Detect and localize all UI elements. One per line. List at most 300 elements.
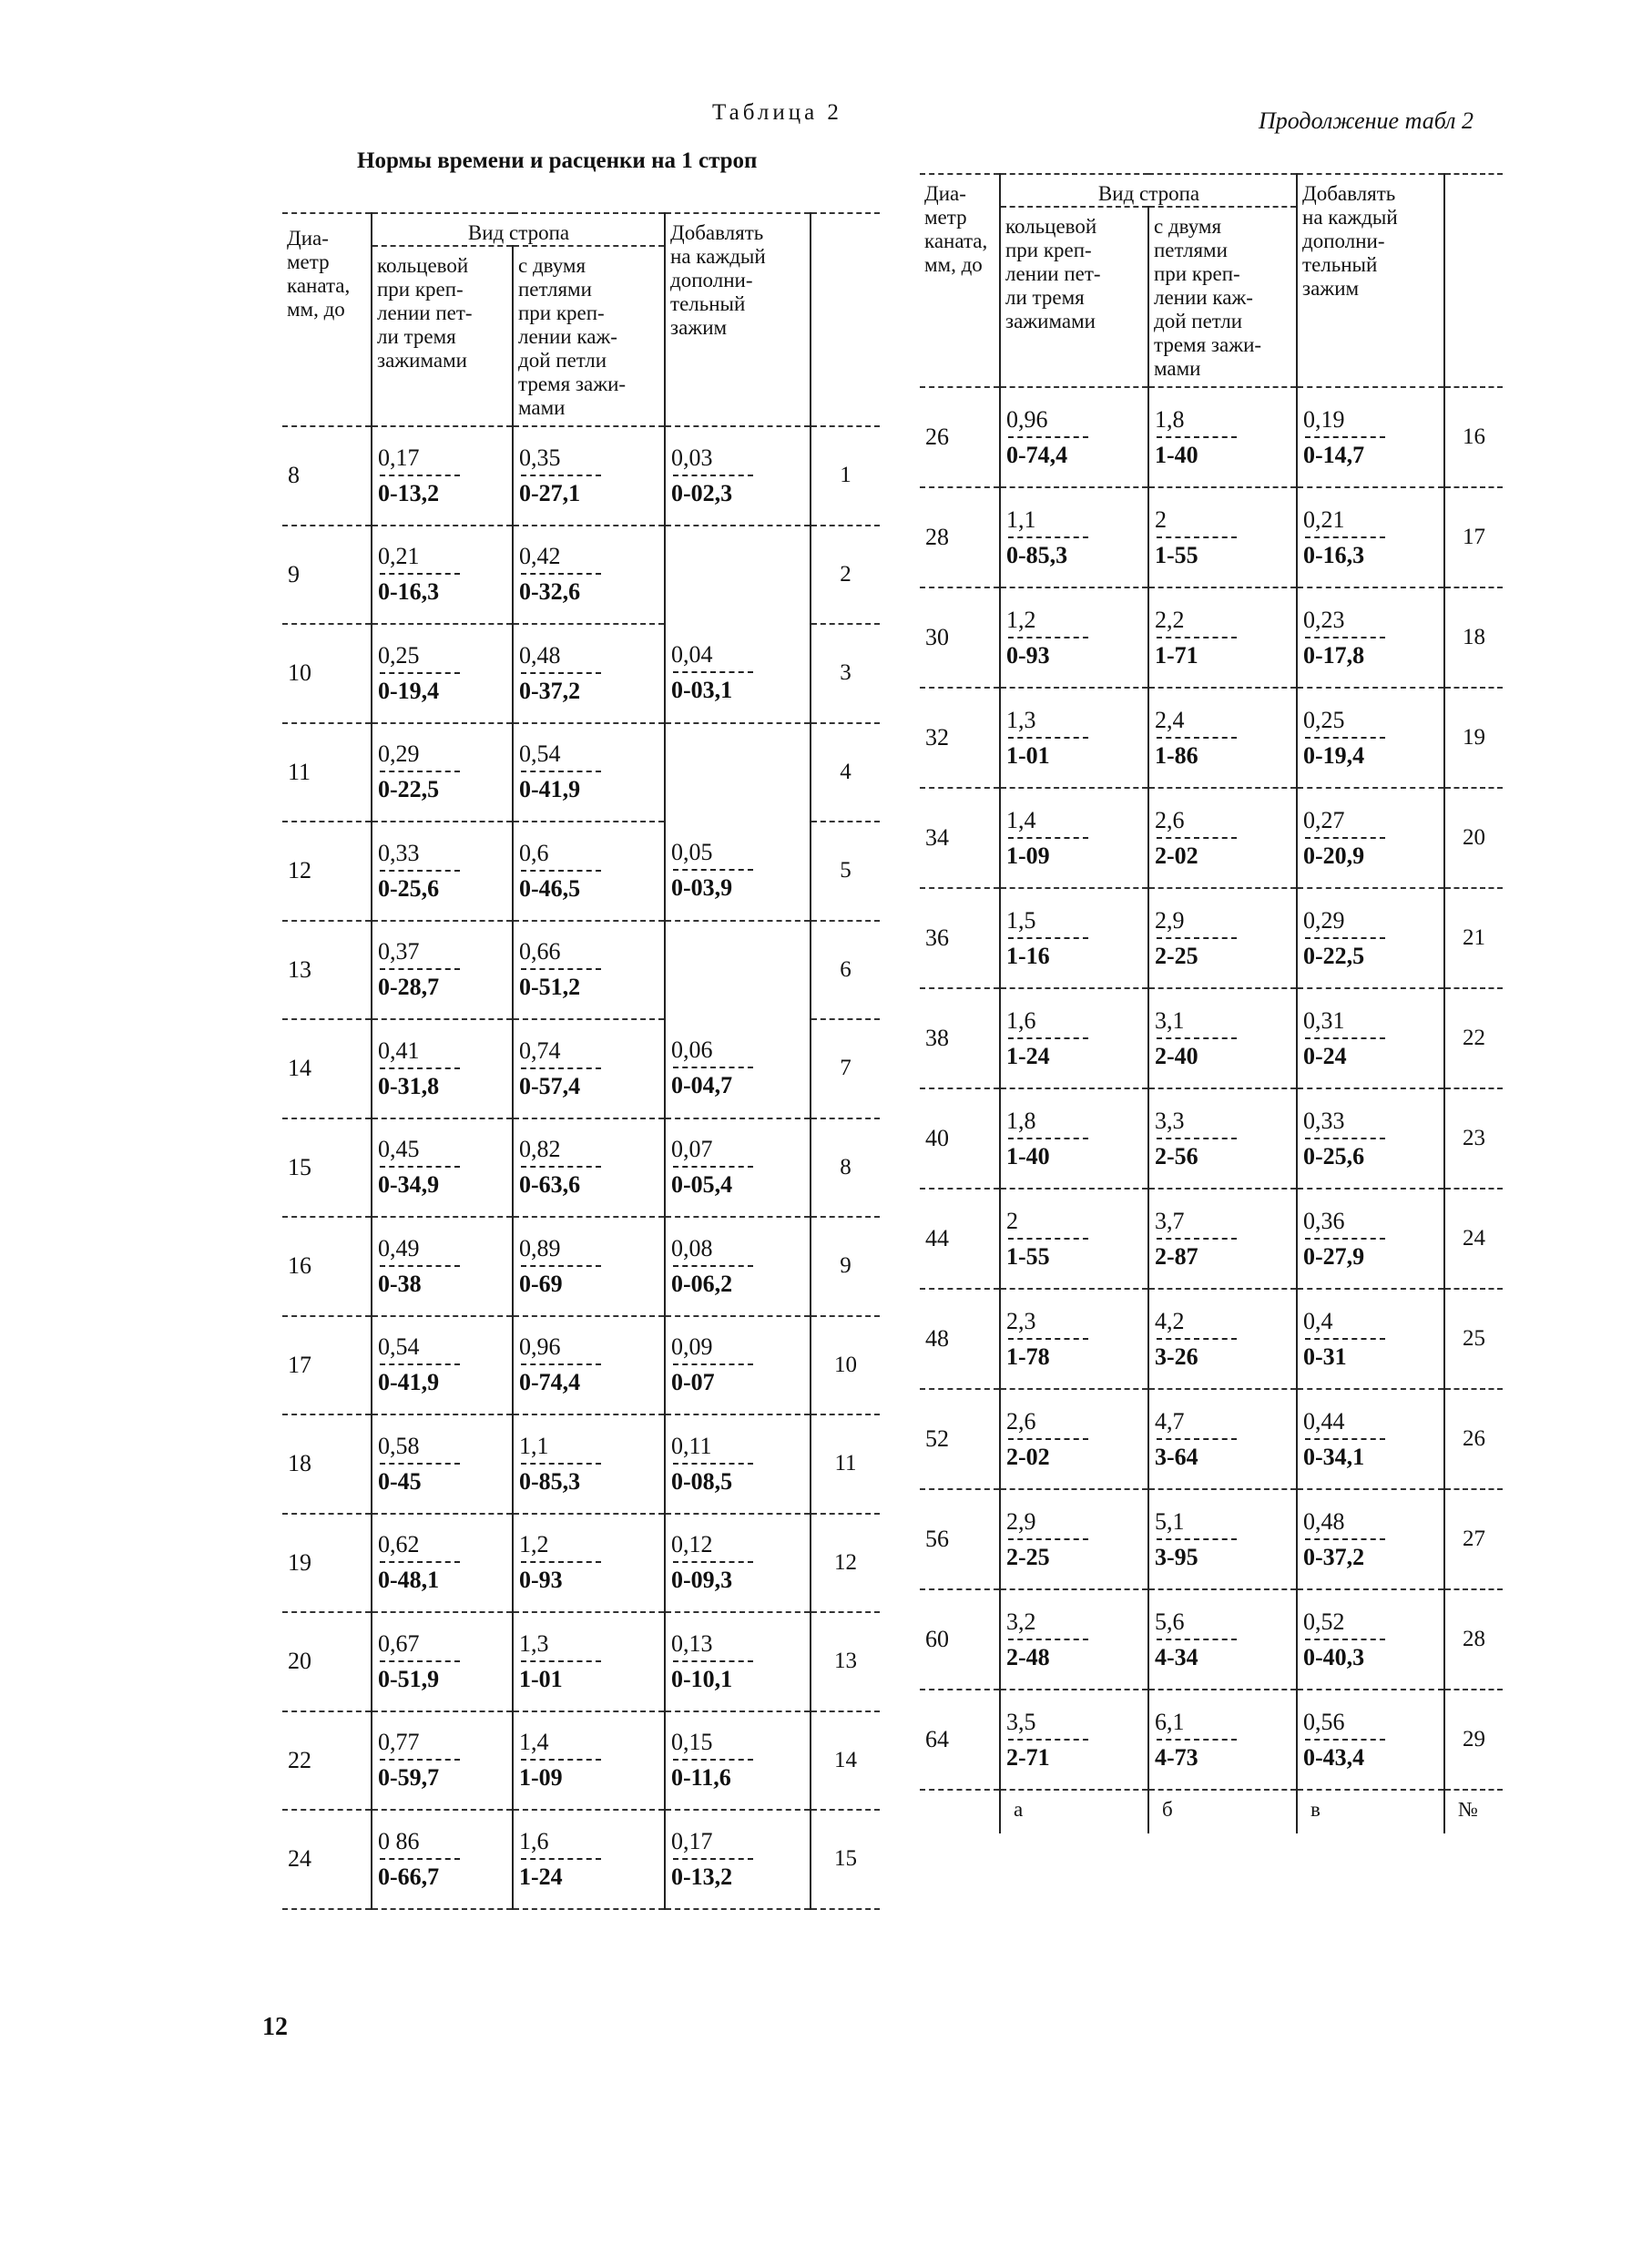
diameter-cell: 22 [282, 1711, 372, 1811]
row-number-cell: 5 [811, 822, 880, 921]
price-rate: 0-07 [671, 1369, 715, 1396]
price-rate: 0-41,9 [519, 776, 581, 803]
price-rate: 0-43,4 [1303, 1743, 1365, 1771]
table-row [282, 1612, 880, 1711]
rate-cell [372, 822, 513, 921]
fraction [666, 1434, 810, 1495]
fraction [1001, 1108, 1147, 1169]
row-number-cell: 8 [811, 1118, 880, 1218]
fraction [514, 544, 664, 605]
row-number-cell: 2 [811, 526, 880, 625]
rate-cell [1297, 387, 1444, 487]
fraction-divider [1008, 737, 1088, 739]
time-norm: 0,13 [671, 1629, 713, 1657]
rate-cell [513, 822, 665, 921]
price-rate: 0-40,3 [1303, 1643, 1365, 1670]
fraction [514, 1532, 664, 1593]
rate-cell [1148, 788, 1297, 888]
fraction-divider [380, 1067, 460, 1069]
left-table-body [282, 426, 880, 1909]
price-rate: 2-02 [1155, 842, 1198, 869]
price-rate: 1-09 [519, 1764, 563, 1792]
fraction [666, 642, 810, 703]
rate-cell [513, 1316, 665, 1415]
diameter-cell: 20 [282, 1612, 372, 1711]
price-rate: 1-40 [1155, 441, 1198, 468]
row-number-cell: 28 [1444, 1589, 1503, 1690]
row-number-cell: 25 [1444, 1289, 1503, 1389]
table-row [282, 1711, 880, 1811]
price-rate: 0-31 [1303, 1343, 1347, 1370]
price-rate: 0-59,7 [378, 1764, 440, 1792]
fraction [1149, 1309, 1296, 1370]
rate-cell [1297, 988, 1444, 1088]
price-rate: 0-08,5 [671, 1467, 733, 1495]
time-norm: 0,06 [671, 1036, 713, 1064]
rate-cell [372, 723, 513, 822]
rate-cell [665, 426, 811, 526]
fraction-divider [521, 1561, 601, 1563]
fraction [1001, 1008, 1147, 1069]
time-norm: 0,31 [1303, 1006, 1345, 1034]
rate-cell [513, 1414, 665, 1514]
table-row [282, 1316, 880, 1415]
rate-cell [513, 1810, 665, 1909]
fraction [372, 643, 512, 704]
fraction [1149, 507, 1296, 568]
time-norm: 5,1 [1155, 1507, 1185, 1535]
fraction [372, 939, 512, 1000]
fraction [514, 643, 664, 704]
row-number-cell: 10 [811, 1316, 880, 1415]
diameter-cell: 16 [282, 1217, 372, 1316]
time-norm: 0,29 [378, 740, 420, 768]
price-rate: 0-20,9 [1303, 842, 1365, 869]
row-number-cell: 4 [811, 723, 880, 822]
row-number-cell: 12 [811, 1514, 880, 1613]
row-number-cell: 24 [1444, 1189, 1503, 1289]
price-rate: 0-34,9 [378, 1171, 440, 1199]
time-norm: 1,1 [519, 1432, 549, 1459]
table-row [920, 788, 1503, 888]
price-rate: 0-16,3 [1303, 541, 1365, 568]
fraction [1001, 1409, 1147, 1470]
time-norm: 3,2 [1006, 1608, 1036, 1635]
fraction-divider [1305, 1238, 1385, 1240]
rate-cell [1297, 1589, 1444, 1690]
fraction-divider [380, 1561, 460, 1563]
row-number-cell: 9 [811, 1217, 880, 1316]
diameter-cell: 19 [282, 1514, 372, 1613]
fraction-divider [1305, 436, 1385, 438]
rate-cell [1297, 1690, 1444, 1790]
time-norm: 0,52 [1303, 1608, 1345, 1635]
fraction-divider [1157, 1338, 1237, 1340]
time-norm: 0,74 [519, 1036, 561, 1064]
time-norm: 1,4 [1006, 806, 1036, 833]
time-norm: 0,21 [1303, 505, 1345, 533]
price-rate: 0-63,6 [519, 1171, 581, 1199]
price-rate: 1-55 [1006, 1242, 1050, 1270]
fraction [372, 445, 512, 506]
price-rate: 0-41,9 [378, 1369, 440, 1396]
page-number: 12 [262, 2013, 288, 2041]
price-rate: 1-24 [519, 1863, 563, 1890]
row-number-cell: 17 [1444, 487, 1503, 587]
rate-cell [1148, 1589, 1297, 1690]
rate-cell [1148, 688, 1297, 788]
fraction [1298, 1509, 1443, 1570]
row-number-cell: 13 [811, 1612, 880, 1711]
table-row [920, 387, 1503, 487]
table-row [920, 587, 1503, 688]
fraction [514, 741, 664, 802]
fraction-divider [1157, 1739, 1237, 1741]
time-norm: 0,96 [519, 1333, 561, 1361]
fraction-divider [380, 573, 460, 575]
header-diameter: Диа- метр каната, мм, до [282, 213, 372, 426]
price-rate: 0-06,2 [671, 1270, 733, 1297]
time-norm: 1,5 [1006, 906, 1036, 934]
time-norm: 2,9 [1155, 906, 1185, 934]
header-diameter: Диа- метр каната, мм, до [920, 174, 1000, 387]
fraction [1001, 708, 1147, 769]
rate-cell [665, 1810, 811, 1909]
time-norm: 0,56 [1303, 1708, 1345, 1735]
fraction-divider [1008, 1739, 1088, 1741]
row-number-cell: 27 [1444, 1489, 1503, 1589]
price-rate: 0-27,9 [1303, 1242, 1365, 1270]
row-number-cell: 19 [1444, 688, 1503, 788]
diameter-cell: 14 [282, 1019, 372, 1118]
fraction [1298, 1108, 1443, 1169]
rate-cell [1000, 387, 1148, 487]
fraction [1001, 1209, 1147, 1270]
price-rate: 0-22,5 [378, 776, 440, 803]
table-row [282, 426, 880, 526]
price-rate: 0-09,3 [671, 1567, 733, 1594]
fraction [1298, 1309, 1443, 1370]
rate-cell [513, 1019, 665, 1118]
time-norm: 0,33 [378, 839, 420, 866]
price-rate: 3-64 [1155, 1443, 1198, 1470]
price-rate: 0-17,8 [1303, 641, 1365, 669]
fraction-divider [1008, 837, 1088, 839]
price-rate: 1-78 [1006, 1343, 1050, 1370]
time-norm: 1,4 [519, 1729, 549, 1756]
rate-cell [1000, 1088, 1148, 1189]
time-norm: 0,03 [671, 444, 713, 471]
price-rate: 3-26 [1155, 1343, 1198, 1370]
time-norm: 1,2 [1006, 606, 1036, 633]
rate-cell [1000, 487, 1148, 587]
fraction-divider [673, 1561, 753, 1563]
fraction [1001, 1609, 1147, 1670]
rate-cell [372, 526, 513, 625]
fraction-divider [1305, 536, 1385, 538]
rate-cell [1000, 1589, 1148, 1690]
time-norm: 0,17 [378, 444, 420, 471]
header-additional-clamp: Добавлять на каждый дополни- тельный зажим [1297, 174, 1444, 387]
rate-cell [665, 624, 811, 723]
fraction [372, 1038, 512, 1099]
time-norm: 2,4 [1155, 706, 1185, 733]
rate-cell [372, 1711, 513, 1811]
price-rate: 0-25,6 [1303, 1142, 1365, 1169]
rate-cell [665, 1316, 811, 1415]
time-norm: 0,05 [671, 839, 713, 866]
fraction-divider [1157, 737, 1237, 739]
time-norm: 0,4 [1303, 1307, 1333, 1334]
time-norm: 4,7 [1155, 1407, 1185, 1435]
row-number-cell: 16 [1444, 387, 1503, 487]
diameter-cell: 64 [920, 1690, 1000, 1790]
fraction-divider [1157, 1138, 1237, 1139]
diameter-cell: 36 [920, 888, 1000, 988]
fraction-divider [1305, 737, 1385, 739]
fraction [1298, 1409, 1443, 1470]
price-rate: 2-87 [1155, 1242, 1198, 1270]
rate-cell [372, 921, 513, 1020]
rate-cell [513, 723, 665, 822]
price-rate: 0-45 [378, 1467, 422, 1495]
rate-cell [372, 1019, 513, 1118]
rate-cell [513, 1514, 665, 1613]
rate-cell [1297, 1389, 1444, 1489]
rate-cell [513, 1711, 665, 1811]
price-rate: 0-13,2 [671, 1863, 733, 1890]
time-norm: 1,8 [1155, 405, 1185, 433]
fraction-divider [1305, 1138, 1385, 1139]
rate-cell [665, 1711, 811, 1811]
fraction-divider [1157, 1438, 1237, 1440]
table-row [282, 723, 880, 822]
fraction-divider [673, 671, 753, 673]
price-rate: 1-09 [1006, 842, 1050, 869]
header-two-loop-sling: с двумя петлями при креп- лении каж- дой петли тремя зажи- мами [1148, 207, 1297, 387]
price-rate: 0-16,3 [378, 578, 440, 606]
rate-cell [1000, 688, 1148, 788]
time-norm: 0,96 [1006, 405, 1048, 433]
time-norm: 0,77 [378, 1729, 420, 1756]
rate-cell [513, 1217, 665, 1316]
table-row [920, 1489, 1503, 1589]
fraction-divider [1305, 1739, 1385, 1741]
price-rate: 0-14,7 [1303, 441, 1365, 468]
fraction [666, 445, 810, 506]
fraction-divider [380, 968, 460, 970]
fraction [1298, 1209, 1443, 1270]
price-rate: 0-19,4 [378, 677, 440, 704]
row-number-cell: 20 [1444, 788, 1503, 888]
fraction-divider [1008, 1338, 1088, 1340]
rate-cell [1297, 1489, 1444, 1589]
row-number-cell: 15 [811, 1810, 880, 1909]
price-rate: 0-13,2 [378, 479, 440, 506]
fraction-divider [1008, 1037, 1088, 1039]
time-norm: 0,08 [671, 1234, 713, 1261]
fraction-divider [521, 573, 601, 575]
fraction [372, 1631, 512, 1692]
fraction [1001, 608, 1147, 669]
fraction-divider [673, 1858, 753, 1860]
price-rate: 2-48 [1006, 1643, 1050, 1670]
header-ring-sling: кольцевой при креп- лении пет- ли тремя зажимами [1000, 207, 1148, 387]
fraction [666, 1236, 810, 1297]
fraction-divider [1157, 637, 1237, 638]
page-title: Таблица 2 [712, 100, 842, 125]
price-rate: 2-40 [1155, 1042, 1198, 1069]
time-norm: 0,54 [519, 740, 561, 768]
time-norm: 0,21 [378, 543, 420, 570]
table-row [920, 1389, 1503, 1489]
time-norm: 1,2 [519, 1531, 549, 1558]
price-rate: 1-40 [1006, 1142, 1050, 1169]
time-norm: 1,6 [1006, 1006, 1036, 1034]
time-norm: 0,27 [1303, 806, 1345, 833]
fraction-divider [1305, 1338, 1385, 1340]
fraction-divider [1008, 436, 1088, 438]
rate-cell [1297, 1289, 1444, 1389]
fraction-divider [1008, 1639, 1088, 1640]
fraction-divider [380, 1265, 460, 1267]
page-subtitle: Нормы времени и расценки на 1 строп [357, 148, 758, 173]
header-sling-type: Вид стропа [372, 213, 665, 246]
rate-cell [1148, 888, 1297, 988]
table-row [282, 624, 880, 723]
fraction [514, 1236, 664, 1297]
continuation-label: Продолжение табл 2 [1259, 107, 1474, 134]
time-norm: 0,48 [519, 641, 561, 669]
time-norm: 3,1 [1155, 1006, 1185, 1034]
fraction-divider [1157, 1538, 1237, 1540]
fraction [514, 1730, 664, 1791]
fraction-divider [380, 870, 460, 872]
time-norm: 0,66 [519, 938, 561, 965]
fraction [372, 1532, 512, 1593]
rate-cell [665, 1514, 811, 1613]
fraction [666, 1730, 810, 1791]
rate-cell [1000, 1690, 1148, 1790]
rate-cell [372, 1118, 513, 1218]
rate-cell [1000, 587, 1148, 688]
time-norm: 0,36 [1303, 1207, 1345, 1234]
diameter-cell: 38 [920, 988, 1000, 1088]
price-rate: 1-01 [519, 1665, 563, 1692]
fraction [1149, 908, 1296, 969]
price-rate: 0-85,3 [1006, 541, 1068, 568]
price-rate: 0-27,1 [519, 479, 581, 506]
row-number-cell: 22 [1444, 988, 1503, 1088]
fraction [1298, 808, 1443, 869]
rate-cell [1000, 788, 1148, 888]
diameter-cell: 34 [920, 788, 1000, 888]
table-row [282, 1414, 880, 1514]
fraction-divider [1008, 1138, 1088, 1139]
fraction-divider [1157, 1238, 1237, 1240]
rate-cell [1148, 587, 1297, 688]
time-norm: 0,44 [1303, 1407, 1345, 1435]
fraction-divider [1008, 1238, 1088, 1240]
time-norm: 2,9 [1006, 1507, 1036, 1535]
price-rate: 0-28,7 [378, 974, 440, 1001]
fraction-divider [380, 1166, 460, 1168]
rate-cell [665, 1612, 811, 1711]
fraction-divider [521, 475, 601, 476]
rate-cell [1148, 1088, 1297, 1189]
rate-cell [1148, 988, 1297, 1088]
norms-table-left [282, 212, 880, 1910]
rate-cell [372, 1414, 513, 1514]
rate-cell [1148, 1389, 1297, 1489]
time-norm: 0,25 [378, 641, 420, 669]
fraction [1149, 1609, 1296, 1670]
fraction [666, 1631, 810, 1692]
price-rate: 0-32,6 [519, 578, 581, 606]
price-rate: 0-51,9 [378, 1665, 440, 1692]
fraction-divider [673, 1463, 753, 1465]
time-norm: 0,54 [378, 1333, 420, 1361]
table-row [920, 888, 1503, 988]
fraction [666, 1829, 810, 1890]
fraction-divider [1008, 637, 1088, 638]
fraction [514, 1829, 664, 1890]
fraction [1149, 608, 1296, 669]
rate-cell [372, 1316, 513, 1415]
rate-cell [1000, 888, 1148, 988]
fraction-divider [380, 1363, 460, 1365]
row-number-cell: 1 [811, 426, 880, 526]
fraction [1001, 507, 1147, 568]
time-norm: 0,15 [671, 1729, 713, 1756]
rate-cell [513, 921, 665, 1020]
empty-cell [665, 921, 811, 1020]
header-sling-type: Вид стропа [1000, 174, 1297, 207]
price-rate: 0-22,5 [1303, 942, 1365, 969]
time-norm: 0,49 [378, 1234, 420, 1261]
fraction-divider [521, 1265, 601, 1267]
price-rate: 2-25 [1006, 1543, 1050, 1570]
rate-cell [1000, 988, 1148, 1088]
time-norm: 1,3 [1006, 706, 1036, 733]
fraction-divider [1157, 536, 1237, 538]
fraction [1149, 708, 1296, 769]
diameter-cell: 48 [920, 1289, 1000, 1389]
time-norm: 0,45 [378, 1136, 420, 1163]
rate-cell [1297, 587, 1444, 688]
table-row [282, 1514, 880, 1613]
footer-label-a: а [1000, 1790, 1148, 1833]
diameter-cell: 30 [920, 587, 1000, 688]
time-norm: 0,82 [519, 1136, 561, 1163]
rate-cell [1297, 688, 1444, 788]
header-two-loop-sling: с двумя петлями при креп- лении каж- дой петли тремя зажи- мами [513, 246, 665, 426]
table-row [920, 487, 1503, 587]
time-norm: 0,37 [378, 938, 420, 965]
time-norm: 1,1 [1006, 505, 1036, 533]
footer-empty [920, 1790, 1000, 1833]
fraction [1298, 507, 1443, 568]
price-rate: 0-69 [519, 1270, 563, 1297]
price-rate: 2-71 [1006, 1743, 1050, 1771]
fraction [1149, 1209, 1296, 1270]
price-rate: 2-25 [1155, 942, 1198, 969]
rate-cell [665, 822, 811, 921]
time-norm: 4,2 [1155, 1307, 1185, 1334]
fraction-divider [1157, 1639, 1237, 1640]
header-row-number [1444, 174, 1503, 387]
time-norm: 6,1 [1155, 1708, 1185, 1735]
